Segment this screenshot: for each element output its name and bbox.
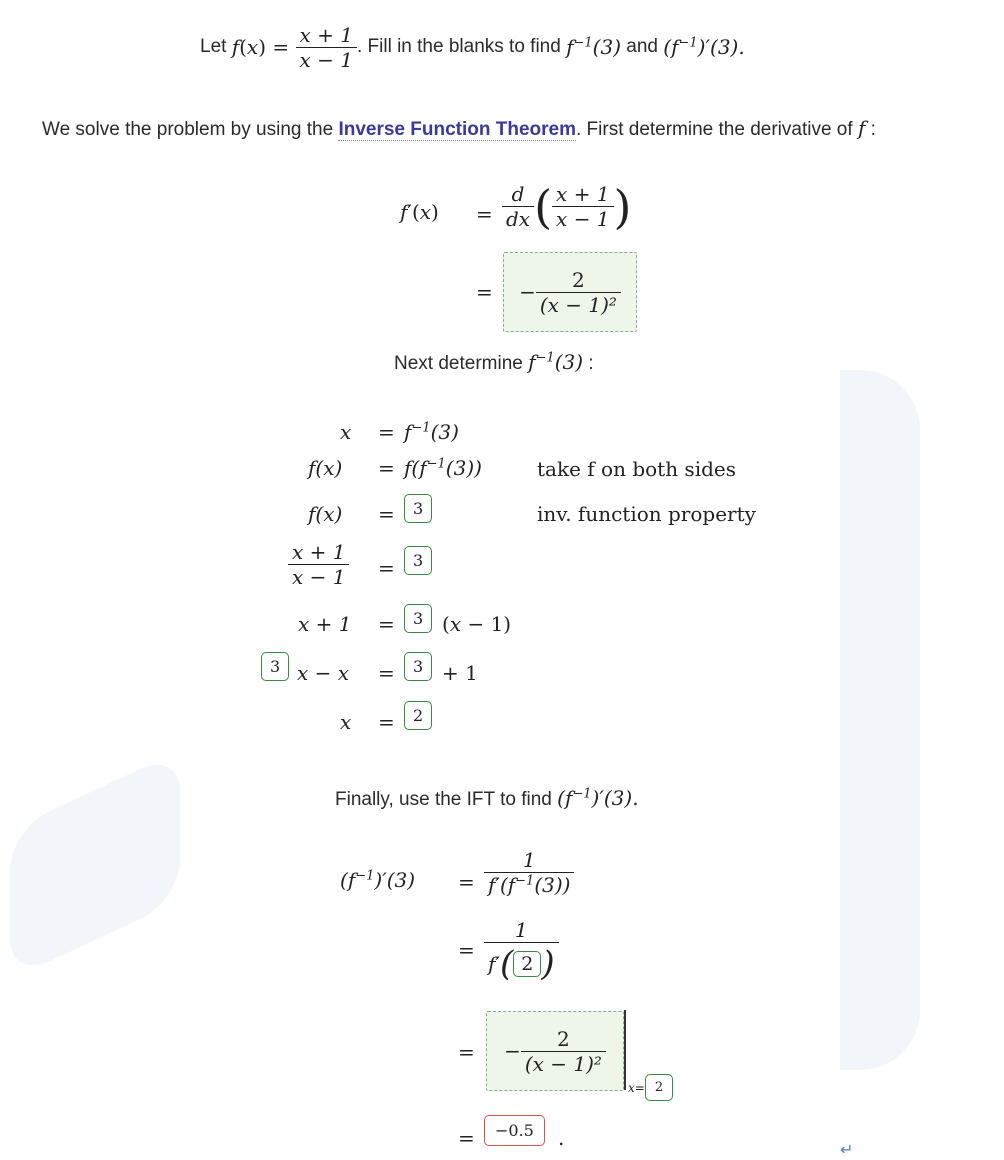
intro-line (42, 116, 876, 141)
intro-pre: We solve the problem by using the (42, 119, 334, 140)
derivative-lhs: f′(x) (400, 200, 439, 224)
derivative-result-num: 2 (572, 267, 585, 292)
answer-box[interactable]: 3 (261, 652, 289, 681)
problem-let: Let (200, 36, 227, 57)
next-label-line: Next determine $f^{-1}(3)$ : (394, 350, 594, 374)
problem-and: and (626, 36, 658, 57)
background-decoration (10, 750, 180, 979)
return-icon: ↵ (840, 1140, 854, 1159)
background-decoration (840, 370, 920, 1070)
final-period: . (558, 1126, 565, 1150)
step4-eq: = (378, 556, 395, 580)
derivative-eq1: = (476, 202, 493, 226)
ift-derivative-num: 2 (557, 1026, 570, 1051)
equals-sign: = (266, 35, 296, 59)
step3-eq: = (378, 502, 395, 526)
ift-eq3: = (458, 1040, 475, 1064)
ift-derivative-box[interactable]: − $\frac{2}{\text{(x − 1)²}}$ (486, 1011, 624, 1091)
answer-box[interactable]: 2 (645, 1074, 673, 1101)
final-label: Finally, use the IFT to find (335, 789, 552, 810)
ift-eq2: = (458, 938, 475, 962)
problem-fill-text: . Fill in the blanks to find (356, 36, 561, 57)
derivative-result-den: (x − 1)² (536, 292, 621, 317)
paren-left: ( (534, 179, 553, 234)
step7-eq: = (378, 710, 395, 734)
problem-statement (200, 22, 745, 72)
final-label-line: Finally, use the IFT to find $(f^{-1})'(3)$. (335, 786, 639, 810)
problem-paren: ( (239, 35, 247, 59)
target-inverse-derivative: $(f^{-1})'(3)$. (663, 35, 745, 59)
step5-lhs: x + 1 (298, 612, 352, 636)
intro-f: f (857, 116, 866, 140)
problem-paren-close: ) (258, 35, 267, 59)
ift-link[interactable]: Inverse Function Theorem (338, 119, 576, 140)
ift-derivative-den: (x − 1)² (521, 1051, 606, 1076)
step1-lhs: x (340, 420, 352, 444)
answer-box[interactable]: 2 (404, 701, 432, 730)
derivative-result-box[interactable]: − $\frac{2}{\text{(x − 1)²}}$ (503, 252, 637, 332)
note-take-f: take f on both sides (537, 457, 736, 481)
step1-eq: = (378, 420, 395, 444)
answer-box[interactable]: 3 (404, 604, 432, 633)
ift-fraction2: 1 f ′ ( 2 ) (484, 918, 559, 981)
problem-function: f (231, 35, 240, 59)
step5-eq: = (378, 612, 395, 636)
note-inv-property: inv. function property (537, 502, 756, 526)
step6-lhs: x − x (297, 661, 350, 685)
ift-lhs: $(f^{-1})'(3)$ (340, 868, 416, 892)
problem-fraction (296, 23, 357, 72)
ift-eq1: = (458, 870, 475, 894)
d-dx: $\frac{d}{dx}$ (502, 182, 534, 231)
step2-lhs: f(x) (308, 456, 343, 480)
intro-colon: : (870, 119, 876, 140)
fraction-denominator: x − 1 (296, 47, 357, 72)
step5-rhs: (x − 1) (442, 612, 512, 636)
evaluation-subscript: x = 2 (628, 1074, 673, 1101)
problem-var: x (246, 35, 259, 59)
answer-box[interactable]: 2 (513, 951, 541, 977)
step6-eq: = (378, 661, 395, 685)
evaluation-bar (624, 1010, 626, 1090)
step1-rhs: $f^{-1}(3)$ (404, 420, 459, 444)
answer-box[interactable]: 3 (404, 652, 432, 681)
derivative-fraction: $\frac{x + 1}{x - 1}$ (552, 182, 613, 231)
answer-box[interactable]: 3 (404, 546, 432, 575)
target-inverse: $f^{-1}(3)$ (566, 35, 622, 59)
paren-right: ) (613, 179, 632, 234)
derivative-eq2: = (476, 280, 493, 304)
next-label: Next determine (394, 353, 523, 374)
intro-post: . First determine the derivative of (575, 119, 853, 140)
ift-eq4: = (458, 1126, 475, 1150)
fraction-numerator: x + 1 (299, 22, 353, 47)
derivative-expression (502, 179, 632, 234)
answer-box[interactable]: 3 (404, 494, 432, 523)
ift-fraction1: $\frac{1}{f'(f^{-1}(3))}$ (484, 848, 574, 897)
derivative-result (536, 268, 621, 317)
step4-lhs: $\frac{x + 1}{x - 1}$ (288, 540, 349, 589)
step2-eq: = (378, 456, 395, 480)
step7-lhs: x (340, 710, 352, 734)
step6-rhs: + 1 (442, 661, 478, 685)
step3-lhs: f(x) (308, 502, 343, 526)
step2-rhs: $f(f^{-1}(3))$ (404, 456, 482, 480)
final-answer-box[interactable]: −0.5 (484, 1115, 545, 1146)
ift-derivative-fraction (521, 1027, 606, 1076)
